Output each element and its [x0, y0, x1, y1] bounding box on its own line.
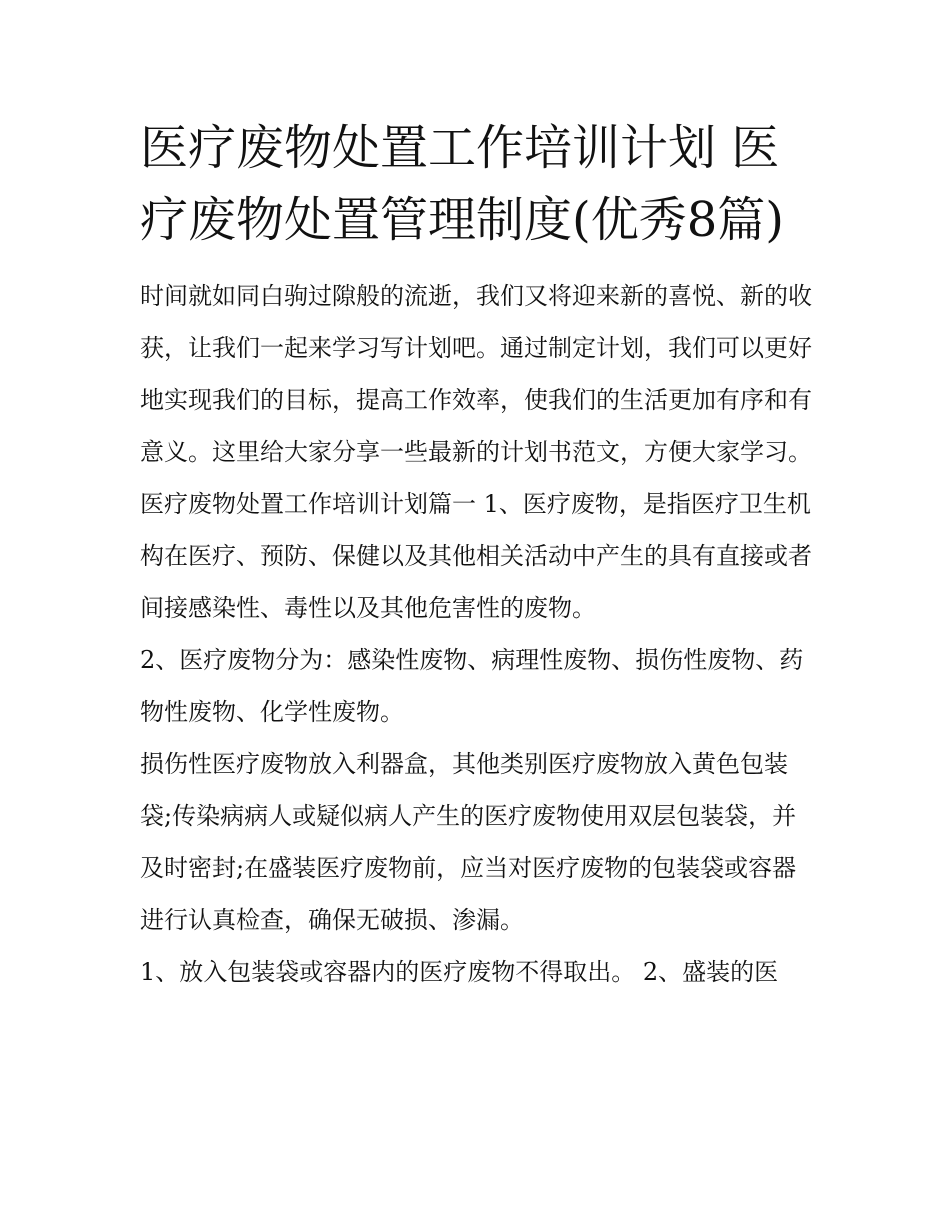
paragraph-categories: 2、医疗废物分为：感染性废物、病理性废物、损伤性废物、药物性废物、化学性废物。 — [140, 646, 804, 726]
document-title: 医疗废物处置工作培训计划 医疗废物处置管理制度(优秀8篇) — [140, 120, 784, 248]
paragraph-packaging: 损伤性医疗废物放入利器盒，其他类别医疗废物放入黄色包装袋;传染病病人或疑似病人产生的医疗废物使用双层包装袋，并及时密封;在盛装医疗废物前，应当对医疗废物的包装袋或容器进行认真检查，确保无破损、渗漏。 — [140, 750, 797, 934]
document-page — [140, 112, 815, 998]
paragraph-intro: 时间就如同白驹过隙般的流逝，我们又将迎来新的喜悦、新的收获，让我们一起来学习写计划吧。通过制定计划，我们可以更好地实现我们的目标，提高工作效率，使我们的生活更加有序和有意义。这里给大家分享一些最新的计划书范文，方便大家学习。 — [140, 282, 812, 466]
paragraph-definition: 医疗废物处置工作培训计划篇一 1、医疗废物，是指医疗卫生机构在医疗、预防、保健以及其他相关活动中产生的具有直接或者间接感染性、毒性以及其他危害性的废物。 — [140, 490, 812, 622]
paragraph-rules: 1、放入包装袋或容器内的医疗废物不得取出。 2、盛装的医 — [140, 958, 779, 986]
